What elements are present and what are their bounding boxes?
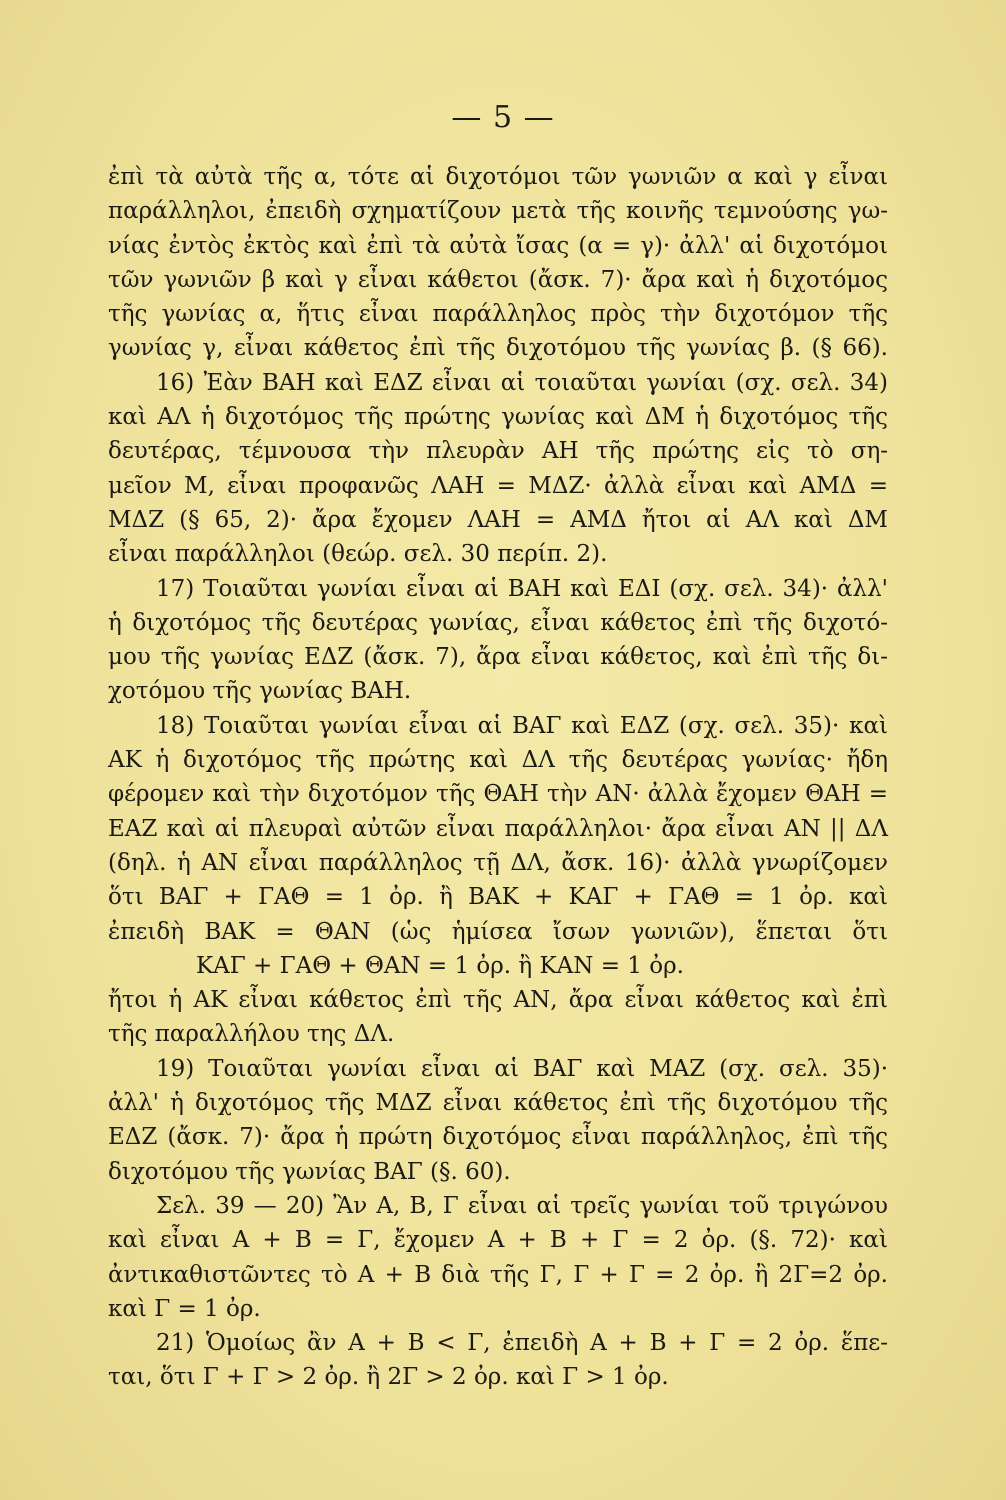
text-line: 19) Τοιαῦται γωνίαι εἶναι αἱ ΒΑΓ καὶ ΜΑΖ (σχ. σελ. 35)·: [156, 1055, 888, 1082]
text-line: ἀντικαθιστῶντες τὸ Α + Β διὰ τῆς Γ, Γ + Γ = 2 ὀρ. ἢ 2Γ=2 ὀρ.: [108, 1261, 888, 1288]
text-line: ΚΑΓ + ΓΑΘ + ΘΑΝ = 1 ὀρ. ἢ ΚΑΝ = 1 ὀρ.: [196, 952, 684, 979]
text-line: καὶ εἶναι Α + Β = Γ, ἔχομεν Α + Β + Γ = 2 ὀρ. (§. 72)· καὶ: [108, 1227, 888, 1254]
text-line: ἀλλ' ἡ διχοτόμος τῆς ΜΔΖ εἶναι κάθετος ἐπὶ τῆς διχοτόμου τῆς: [108, 1090, 888, 1117]
text-line: ἐπειδὴ ΒΑΚ = ΘΑΝ (ὡς ἡμίσεα ἴσων γωνιῶν), ἕπεται ὅτι: [108, 918, 888, 945]
text-line: ἐπὶ τὰ αὐτὰ τῆς α, τότε αἱ διχοτόμοι τῶν γωνιῶν α καὶ γ εἶναι: [108, 164, 888, 190]
text-line: καὶ ΑΛ ἡ διχοτόμος τῆς πρώτης γωνίας καὶ ΔΜ ἡ διχοτόμος τῆς: [108, 404, 888, 431]
text-line: 16) Ἐὰν ΒΑΗ καὶ ΕΔΖ εἶναι αἱ τοιαῦται γωνίαι (σχ. σελ. 34): [156, 369, 888, 396]
text-line: διχοτόμου τῆς γωνίας ΒΑΓ (§. 60).: [108, 1158, 511, 1185]
text-line: ἤτοι ἡ ΑΚ εἶναι κάθετος ἐπὶ τῆς ΑΝ, ἄρα εἶναι κάθετος καὶ ἐπὶ: [108, 987, 888, 1014]
text-line: ΜΔΖ (§ 65, 2)· ἄρα ἔχομεν ΛΑΗ = ΑΜΔ ἤτοι αἱ ΑΛ καὶ ΔΜ: [108, 506, 888, 533]
text-line: τῆς γωνίας α, ἥτις εἶναι παράλληλος πρὸς τὴν διχοτόμον τῆς: [108, 301, 888, 328]
text-line: 18) Τοιαῦται γωνίαι εἶναι αἱ ΒΑΓ καὶ ΕΔΖ (σχ. σελ. 35)· καὶ: [156, 712, 888, 739]
text-line: ὅτι ΒΑΓ + ΓΑΘ = 1 ὀρ. ἢ ΒΑΚ + ΚΑΓ + ΓΑΘ = 1 ὀρ. καὶ: [108, 884, 888, 911]
text-line: ΕΔΖ (ἄσκ. 7)· ἄρα ἡ πρώτη διχοτόμος εἶναι παράλληλος, ἐπὶ τῆς: [108, 1124, 888, 1151]
text-line: τῆς παραλλήλου της ΔΛ.: [108, 1021, 395, 1048]
text-line: ται, ὅτι Γ + Γ > 2 ὀρ. ἢ 2Γ > 2 ὀρ. καὶ Γ > 1 ὀρ.: [108, 1364, 669, 1391]
text-line: παράλληλοι, ἐπειδὴ σχηματίζουν μετὰ τῆς κοινῆς τεμνούσης γω-: [108, 198, 888, 225]
text-line: μου τῆς γωνίας ΕΔΖ (ἄσκ. 7), ἄρα εἶναι κάθετος, καὶ ἐπὶ τῆς δι-: [108, 644, 888, 671]
body-text: [108, 160, 888, 1395]
page-number: — 5 —: [451, 100, 555, 135]
text-line: καὶ Γ = 1 ὀρ.: [108, 1295, 261, 1322]
text-line: χοτόμου τῆς γωνίας ΒΑΗ.: [108, 678, 412, 705]
text-line: νίας ἐντὸς ἐκτὸς καὶ ἐπὶ τὰ αὐτὰ ἴσας (α = γ)· ἀλλ' αἱ διχοτόμοι: [108, 232, 888, 259]
text-line: γωνίας γ, εἶναι κάθετος ἐπὶ τῆς διχοτόμου τῆς γωνίας β. (§ 66).: [108, 335, 888, 362]
text-line: 17) Τοιαῦται γωνίαι εἶναι αἱ ΒΑΗ καὶ ΕΔΙ (σχ. σελ. 34)· ἀλλ': [156, 575, 888, 602]
text-line: φέρομεν καὶ τὴν διχοτόμον τῆς ΘΑΗ τὴν ΑΝ· ἀλλὰ ἔχομεν ΘΑΗ =: [108, 781, 888, 808]
text-line: μεῖον Μ, εἶναι προφανῶς ΛΑΗ = ΜΔΖ· ἀλλὰ εἶναι καὶ ΑΜΔ =: [108, 472, 888, 499]
text-line: δευτέρας, τέμνουσα τὴν πλευρὰν ΑΗ τῆς πρώτης εἰς τὸ ση-: [108, 438, 888, 465]
text-line: ΑΚ ἡ διχοτόμος τῆς πρώτης καὶ ΔΛ τῆς δευτέρας γωνίας· ἤδη: [108, 747, 888, 774]
text-line: ΕΑΖ καὶ αἱ πλευραὶ αὐτῶν εἶναι παράλληλοι· ἄρα εἶναι ΑΝ || ΔΛ: [108, 815, 888, 842]
text-line: τῶν γωνιῶν β καὶ γ εἶναι κάθετοι (ἄσκ. 7)· ἄρα καὶ ἡ διχοτόμος: [108, 266, 888, 293]
text-line: Σελ. 39 — 20) Ἂν Α, Β, Γ εἶναι αἱ τρεῖς γωνίαι τοῦ τριγώνου: [156, 1192, 888, 1219]
text-line: εἶναι παράλληλοι (θεώρ. σελ. 30 περίπ. 2).: [108, 541, 608, 568]
text-line: 21) Ὁμοίως ἂν Α + Β < Γ, ἐπειδὴ Α + Β + Γ = 2 ὀρ. ἕπε-: [156, 1330, 888, 1357]
text-line: (δηλ. ἡ ΑΝ εἶναι παράλληλος τῇ ΔΛ, ἄσκ. 16)· ἀλλὰ γνωρίζομεν: [108, 849, 888, 876]
text-line: ἡ διχοτόμος τῆς δευτέρας γωνίας, εἶναι κάθετος ἐπὶ τῆς διχοτό-: [108, 609, 888, 636]
